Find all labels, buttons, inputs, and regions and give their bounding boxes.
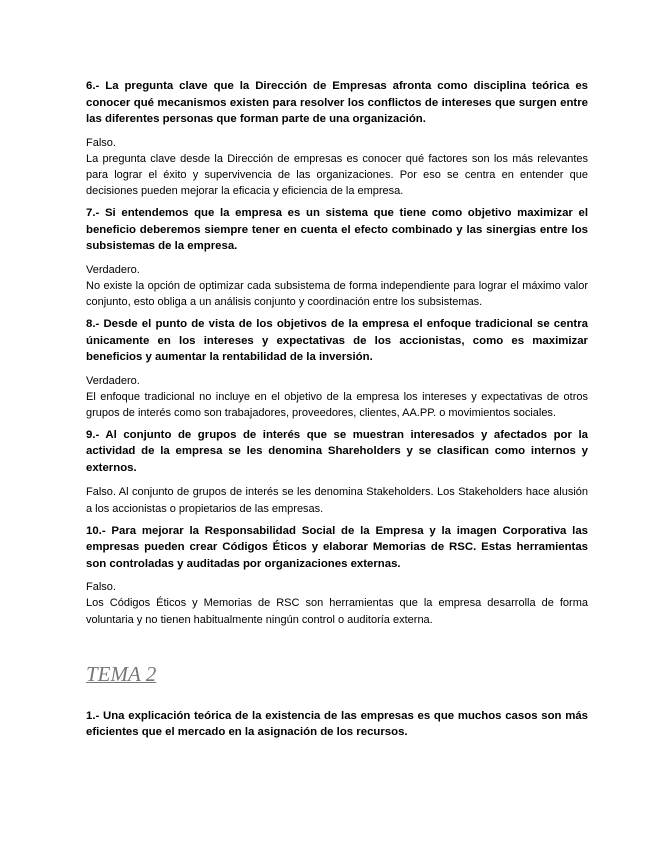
document-body <box>86 78 588 741</box>
question-6: 6.- La pregunta clave que la Dirección de Empresas afronta como disciplina teórica es conocer qué mecanismos existen para resolver los conflictos de intereses que surgen entre las diferentes personas que forman parte de una organización. <box>86 80 588 125</box>
question-9: 9.- Al conjunto de grupos de interés que se muestran interesados y afectados por la actividad de la empresa se les denomina Shareholders y se clasifican como internos y externos. <box>86 428 588 474</box>
answer-explanation-7: No existe la opción de optimizar cada subsistema de forma independiente para lograr el máximo valor conjunto, esto obliga a un análisis conjunto y coordinación entre los subsistemas. <box>86 279 588 308</box>
tema2-question-1: 1.- Una explicación teórica de la existencia de las empresas es que muchos casos son más eficientes que el mercado en la asignación de los recursos. <box>86 709 588 739</box>
answer-verdict-7: Verdadero. <box>86 263 140 276</box>
answer-explanation-9: Falso. Al conjunto de grupos de interés se les denomina Stakeholders. Los Stakeholders hace alusión a los accionistas o propietarios de las empresas. <box>86 486 588 515</box>
answer-verdict-8: Verdadero. <box>86 374 140 387</box>
answer-explanation-10: Los Códigos Éticos y Memorias de RSC son herramientas que la empresa desarrolla de forma voluntaria y no tienen habitualmente ningún control o auditoría externa. <box>86 597 588 626</box>
section-title: TEMA 2 <box>86 661 157 686</box>
question-7: 7.- Si entendemos que la empresa es un sistema que tiene como objetivo maximizar el beneficio deberemos siempre tener en cuenta el efecto combinado y las sinergias entre los subsistemas de la empresa. <box>86 207 588 253</box>
question-10: 10.- Para mejorar la Responsabilidad Social de la Empresa y la imagen Corporativa las empresas pueden crear Códigos Éticos y elaborar Memorias de RSC. Estas herramientas son controladas y auditadas por organizaciones externas. <box>86 524 588 570</box>
question-8: 8.- Desde el punto de vista de los objetivos de la empresa el enfoque tradicional se centra únicamente en los intereses y expectativas de los accionistas, como es maximizar beneficios y aumentar la rentabilidad de la inversión. <box>86 318 588 364</box>
answer-verdict-10: Falso. <box>86 581 116 594</box>
answer-verdict-6: Falso. <box>86 136 116 149</box>
answer-explanation-6: La pregunta clave desde la Dirección de empresas es conocer qué factores son los más relevantes para lograr el éxito y supervivencia de las organizaciones. Por eso se centra en entender que decisiones pueden mejorar la eficacia y eficiencia de la empresa. <box>86 152 588 197</box>
answer-explanation-8: El enfoque tradicional no incluye en el objetivo de la empresa los intereses y expectativas de otros grupos de interés como son trabajadores, proveedores, clientes, AA.PP. o movimientos sociales. <box>86 390 588 419</box>
